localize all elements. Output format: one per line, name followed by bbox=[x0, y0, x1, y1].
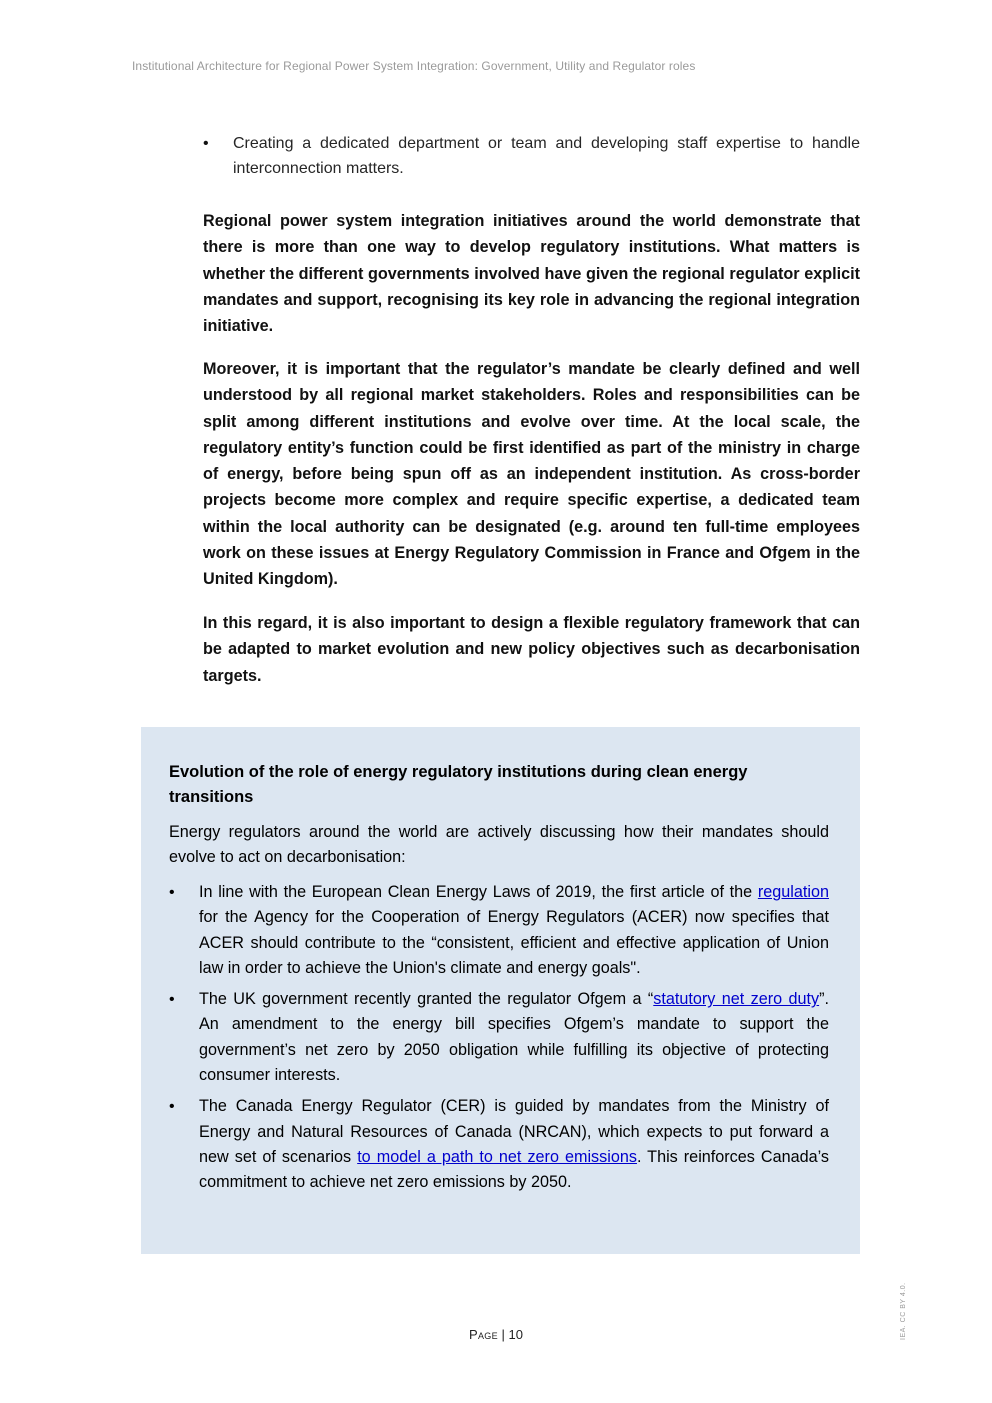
list-item-text: . This reinforces Canada’s commitment to achieve net zero emissions by 2050. bbox=[199, 1147, 829, 1192]
list-item-text: In line with the European Clean Energy Laws of 2019, the first article of the bbox=[199, 883, 758, 901]
info-box bbox=[141, 727, 860, 1254]
list-item bbox=[203, 131, 860, 181]
license-mark: IEA. CC BY 4.0. bbox=[900, 1282, 907, 1340]
regulation-link[interactable]: regulation bbox=[757, 883, 829, 901]
list-item-text: The Canada Energy Regulator (CER) is guided by mandates from the Ministry of Energy and Natural Resources of Canada (NRCAN), which expects to put forward a new set of scenarios bbox=[199, 1097, 829, 1166]
page-separator: | bbox=[497, 1327, 509, 1342]
bullet-icon: • bbox=[203, 135, 209, 152]
net-zero-path-link[interactable]: to model a path to net zero emissions bbox=[357, 1147, 637, 1166]
list-item bbox=[169, 987, 829, 1088]
box-bullet-list bbox=[169, 880, 829, 1196]
list-item-text: ”. An amendment to the energy bill specifies Ofgem’s mandate to support the government’s net zero by 2050 obligation while fulfilling its objective of protecting consumer interests. bbox=[199, 990, 829, 1085]
page-footer bbox=[0, 1327, 992, 1342]
list-item bbox=[169, 1094, 829, 1195]
list-item-text: for the Agency for the Cooperation of Energy Regulators (ACER) now specifies that ACER should contribute to the “consistent, efficient and effective application of Union law in order to achieve the Union's climate and energy goals". bbox=[199, 908, 829, 977]
list-item-text: Creating a dedicated department or team and developing staff expertise to handle interconnection matters. bbox=[233, 135, 860, 177]
body-paragraph: Regional power system integration initiatives around the world demonstrate that there is more than one way to develop regulatory institutions. What matters is whether the different governments involved have given the regional regulator explicit mandates and support, recognising its key role in advancing the regional integration initiative. bbox=[203, 212, 860, 336]
bullet-icon: • bbox=[169, 991, 175, 1009]
page-label: Page bbox=[469, 1327, 498, 1342]
running-header: Institutional Architecture for Regional Power System Integration: Government, Utility and Regulator roles bbox=[132, 59, 696, 73]
body-paragraph: Moreover, it is important that the regulator’s mandate be clearly defined and well understood by all regional market stakeholders. Roles and responsibilities can be split among different institutions and evolve over time. At the local scale, the regulatory entity’s function could be first identified as part of the ministry in charge of energy, before being spun off as an independent institution. As cross-border projects become more complex and require specific expertise, a dedicated team within the local authority can be designated (e.g. around ten full-time employees work on these issues at Energy Regulatory Commission in France and Ofgem in the United Kingdom). bbox=[203, 360, 860, 589]
list-item-text: The UK government recently granted the regulator Ofgem a “ bbox=[199, 990, 654, 1009]
list-item bbox=[169, 880, 829, 981]
bullet-icon: • bbox=[169, 1098, 175, 1116]
page-number: 10 bbox=[508, 1327, 523, 1342]
box-intro: Energy regulators around the world are actively discussing how their mandates should evolve to act on decarbonisation: bbox=[169, 823, 829, 866]
box-title: Evolution of the role of energy regulatory institutions during clean energy transitions bbox=[169, 763, 748, 806]
statutory-net-zero-duty-link[interactable]: statutory net zero duty bbox=[653, 990, 820, 1009]
bullet-icon: • bbox=[169, 884, 175, 901]
body-paragraph: In this regard, it is also important to design a flexible regulatory framework that can be adapted to market evolution and new policy objectives such as decarbonisation targets. bbox=[203, 614, 860, 685]
